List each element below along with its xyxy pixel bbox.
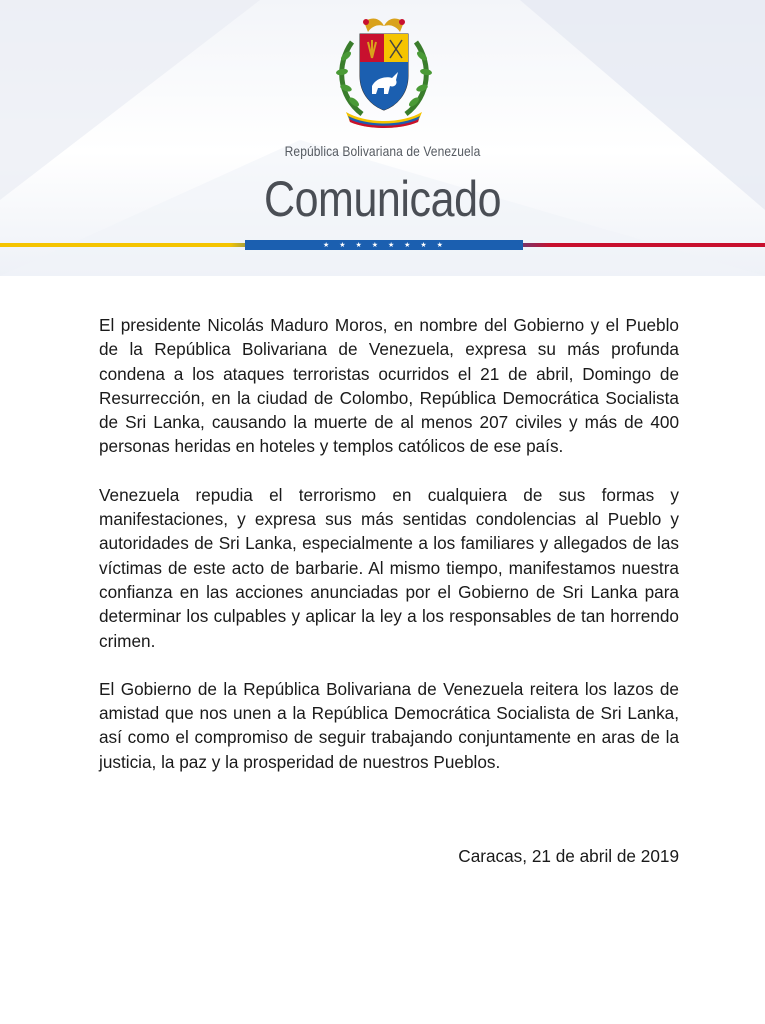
place-date: Caracas, 21 de abril de 2019 <box>458 846 679 866</box>
paragraph: El presidente Nicolás Maduro Moros, en nombre del Gobierno y el Pueblo de la República Bolivariana de Venezuela, expresa su más profunda condena a los ataques terroristas ocurridos el 21 de abril, Domingo de Resurrección, en la ciudad de Colombo, República Democrática Socialista de Sri Lanka, causando la muerte de al menos 207 civiles y más de 400 personas heridas en hoteles y templos católicos de ese país. <box>99 315 679 457</box>
coat-of-arms-icon <box>332 14 436 132</box>
communique-body <box>99 313 679 798</box>
paragraph: El Gobierno de la República Bolivariana de Venezuela reitera los lazos de amistad que nos unen a la República Democrática Socialista de Sri Lanka, así como el compromiso de seguir trabajando conjuntamente en aras de la justicia, la paz y la prosperidad de nuestros Pueblos. <box>99 678 679 772</box>
star-icon: ★ <box>404 242 411 249</box>
star-icon: ★ <box>355 242 362 249</box>
government-name: República Bolivariana de Venezuela <box>284 143 481 159</box>
flag-stars <box>323 242 443 250</box>
star-icon: ★ <box>339 242 346 249</box>
paragraph: Venezuela repudia el terrorismo en cualquiera de sus formas y manifestaciones, y expresa sus más sentidas condolencias al Pueblo y autoridades de Sri Lanka, especialmente a los familiares y allegados de las víctimas de este acto de barbarie. Al mismo tiempo, manifestamos nuestra confianza en las acciones anunciadas por el Gobierno de Sri Lanka para determinar los culpables y aplicar la ley a los responsables de tan horrendo crimen. <box>99 484 679 651</box>
page-title: Comunicado <box>263 171 502 227</box>
star-icon: ★ <box>371 242 378 249</box>
star-icon: ★ <box>436 242 443 249</box>
letterhead-header <box>0 0 765 276</box>
star-icon: ★ <box>387 242 395 249</box>
star-icon: ★ <box>420 242 427 249</box>
star-icon: ★ <box>323 242 330 249</box>
